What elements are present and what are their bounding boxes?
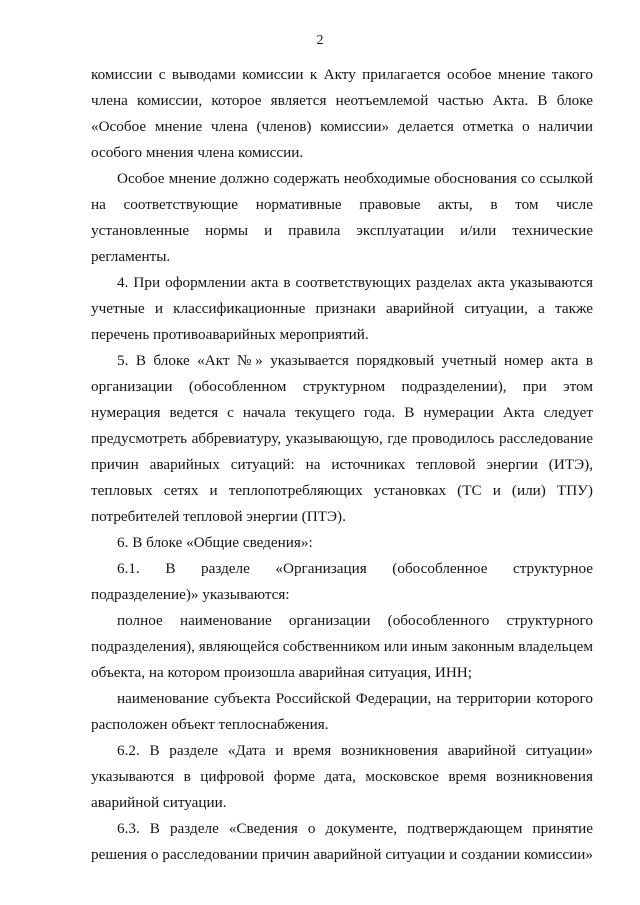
paragraph-item-5: 5. В блоке «Акт №» указывается порядковый учетный номер акта в организации (обособленном структурном подразделении), при этом нумерация ведется с начала текущего года. В нумерации Акта следует предусмотреть аббревиатуру, указывающую, где проводилось расследование причин аварийных ситуаций: на источниках тепловой энергии (ИТЭ), тепловых сетях и теплопотребляющих установках (ТС и (или) ТПУ) потребителей тепловой энергии (ПТЭ). [91,352,593,525]
document-body [91,62,593,868]
paragraph-continuation: комиссии с выводами комиссии к Акту прилагается особое мнение такого члена комиссии, которое является неотъемлемой частью Акта. В блоке «Особое мнение члена (членов) комиссии» делается отметка о наличии особого мнения члена комиссии. [91,66,593,161]
paragraph-item-6: 6. В блоке «Общие сведения»: [117,534,313,551]
paragraph-region-name: наименование субъекта Российской Федерации, на территории которого расположен объект теплоснабжения. [91,690,593,733]
paragraph-full-name: полное наименование организации (обособленного структурного подразделения), являющейся собственником или иным законным владельцем объекта, на котором произошла аварийная ситуация, ИНН; [91,612,593,681]
paragraph-item-6-3: 6.3. В разделе «Сведения о документе, подтверждающем принятие решения о расследовании причин аварийной ситуации и создании комиссии» [91,820,593,863]
page-number: 2 [316,33,324,48]
paragraph-special-opinion: Особое мнение должно содержать необходимые обоснования со ссылкой на соответствующие нормативные правовые акты, в том числе установленные нормы и правила эксплуатации и/или технические регламенты. [91,170,593,265]
paragraph-item-4: 4. При оформлении акта в соответствующих разделах акта указываются учетные и классификационные признаки аварийной ситуации, а также перечень противоаварийных мероприятий. [91,274,593,343]
paragraph-item-6-1: 6.1. В разделе «Организация (обособленное структурное подразделение)» указываются: [91,560,593,603]
paragraph-item-6-2: 6.2. В разделе «Дата и время возникновения аварийной ситуации» указываются в цифровой форме дата, московское время возникновения аварийной ситуации. [91,742,593,811]
